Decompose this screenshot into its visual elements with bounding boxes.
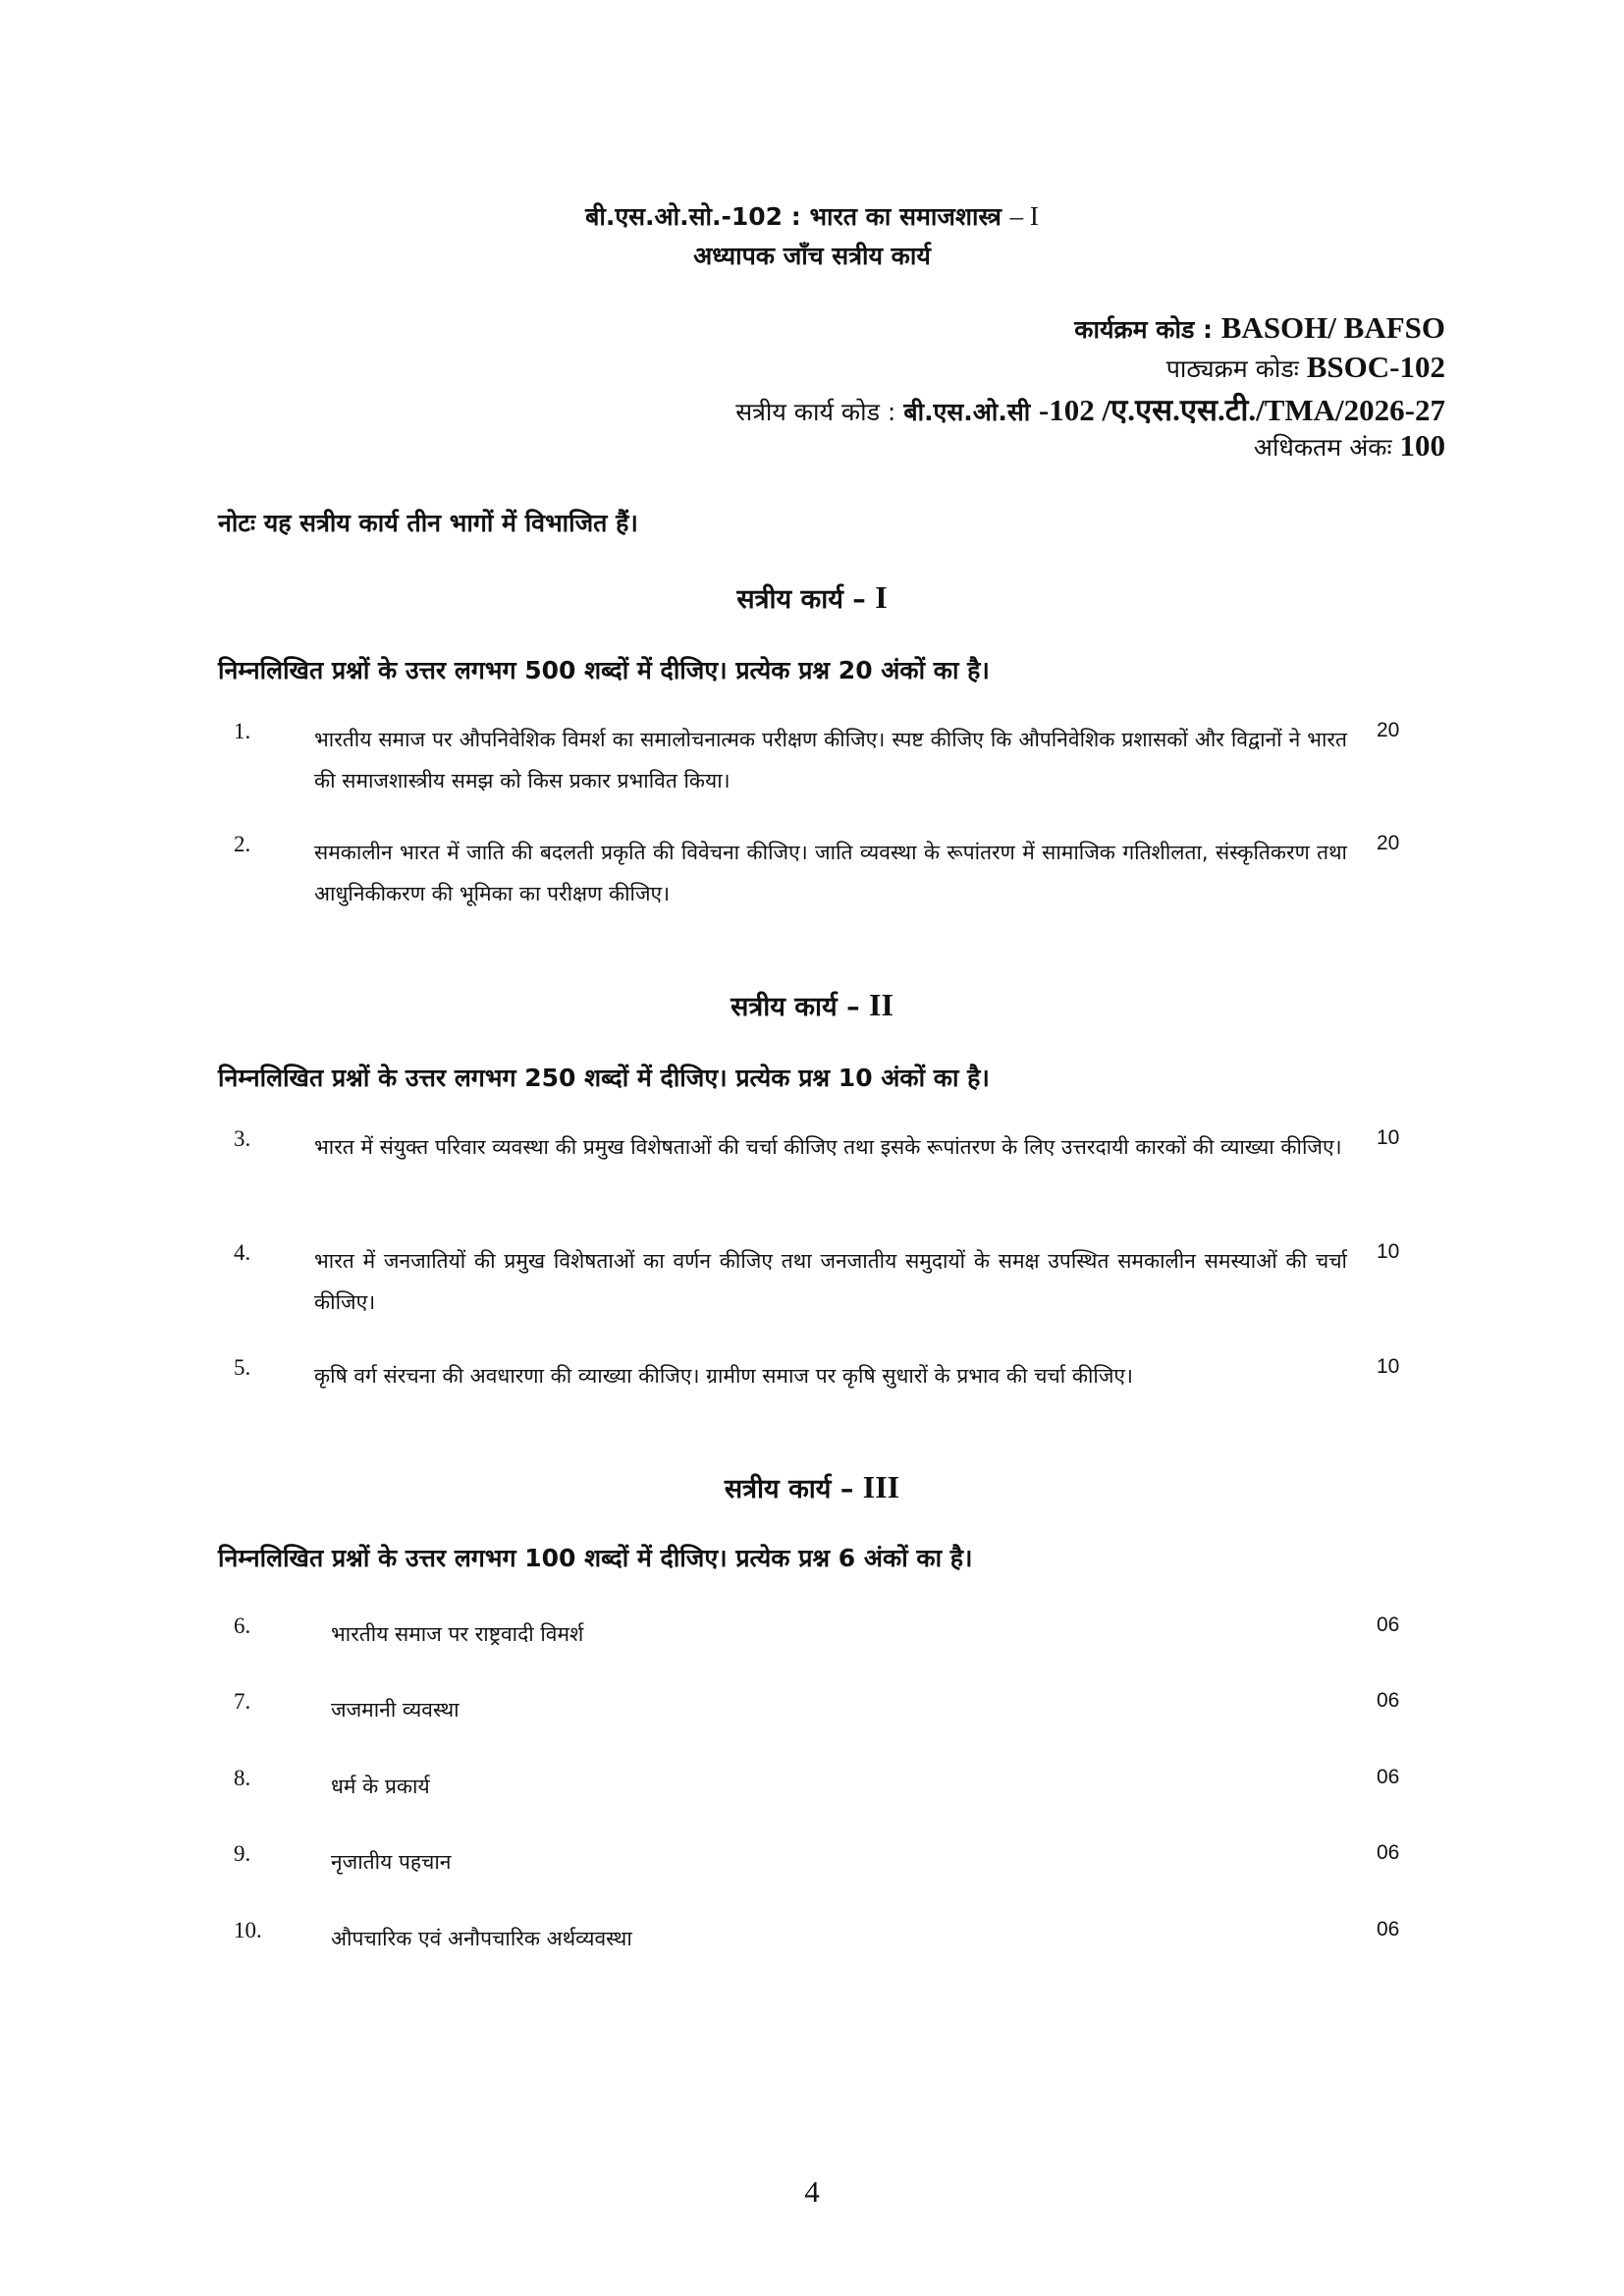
assignment-code-value: -102 /ए.एस.एस.टी./TMA/2026-27 — [1038, 393, 1445, 427]
course-title-suffix: – I — [1009, 201, 1039, 231]
assignment-code — [735, 389, 1445, 430]
question-number: 8. — [234, 1766, 251, 1790]
question-marks: 06 — [1377, 1918, 1400, 1941]
question-marks: 20 — [1377, 719, 1400, 741]
question-marks: 10 — [1377, 1126, 1400, 1149]
course-code — [1166, 350, 1445, 385]
question-marks: 06 — [1377, 1613, 1400, 1636]
section-heading-roman: I — [875, 579, 888, 615]
course-title-text: बी.एस.ओ.सो.-102 : भारत का समाजशास्त्र — [585, 202, 1001, 231]
question-text: भारतीय समाज पर औपनिवेशिक विमर्श का समालोचनात्मक परीक्षण कीजिए। स्पष्ट कीजिए कि औपनिवेशिक प्रशासकों और विद्वानों ने भारत की समाजशास्त्रीय समझ को किस प्रकार प्रभावित किया। — [314, 728, 1347, 793]
section-heading-3 — [0, 1469, 1624, 1505]
question-marks: 10 — [1377, 1355, 1400, 1378]
question-number: 4. — [234, 1240, 251, 1265]
section-heading-text: सत्रीय कार्य – — [731, 992, 860, 1022]
section-heading-roman: II — [869, 987, 893, 1022]
programme-code-label: कार्यक्रम कोड : — [1074, 315, 1221, 344]
question-number: 10. — [234, 1918, 262, 1942]
assignment-code-dev: बी.एस.ओ.सी — [903, 398, 1039, 426]
programme-code-value: BASOH/ BAFSO — [1220, 310, 1445, 345]
question-number: 9. — [234, 1841, 251, 1866]
course-title — [0, 199, 1624, 233]
question-text: कृषि वर्ग संरचना की अवधारणा की व्याख्या कीजिए। ग्रामीण समाज पर कृषि सुधारों के प्रभाव की चर्चा कीजिए। — [314, 1364, 1134, 1388]
section-heading-2 — [0, 987, 1624, 1023]
question-text: धर्म के प्रकार्य — [331, 1775, 430, 1798]
section-instruction-3: निम्नलिखित प्रश्नों के उत्तर लगभग 100 शब्दों में दीजिए। प्रत्येक प्रश्न 6 अंकों का है। — [218, 1544, 973, 1572]
assignment-code-label: सत्रीय कार्य कोड : — [735, 398, 904, 426]
section-heading-text: सत्रीय कार्य – — [736, 584, 866, 615]
question-text: भारतीय समाज पर राष्ट्रवादी विमर्श — [331, 1622, 584, 1646]
question-number: 5. — [234, 1355, 251, 1380]
question-number: 6. — [234, 1613, 251, 1638]
question-text: समकालीन भारत में जाति की बदलती प्रकृति की विवेचना कीजिए। जाति व्यवस्था के रूपांतरण में सामाजिक गतिशीलता, संस्कृतिकरण तथा आधुनिकीकरण की भूमिका का परीक्षण कीजिए। — [314, 841, 1347, 905]
programme-code — [1074, 310, 1445, 346]
page-number: 4 — [804, 2174, 820, 2209]
course-code-label: पाठ्यक्रम कोडः — [1165, 355, 1307, 383]
course-code-value: BSOC-102 — [1306, 350, 1445, 384]
question-marks: 06 — [1377, 1841, 1400, 1864]
question-number: 2. — [234, 832, 251, 856]
section-heading-roman: III — [862, 1469, 900, 1504]
question-text: भारत में जनजातियों की प्रमुख विशेषताओं का वर्णन कीजिए तथा जनजातीय समुदायों के समक्ष उपस्थित समकालीन समस्याओं की चर्चा कीजिए। — [314, 1249, 1347, 1314]
assignment-note: नोटः यह सत्रीय कार्य तीन भागों में विभाजित हैं। — [218, 509, 638, 537]
question-marks: 06 — [1377, 1766, 1400, 1788]
section-heading-text: सत्रीय कार्य – — [724, 1474, 854, 1504]
max-marks-value: 100 — [1399, 428, 1445, 463]
section-instruction-2: निम्नलिखित प्रश्नों के उत्तर लगभग 250 शब्दों में दीजिए। प्रत्येक प्रश्न 10 अंकों का है। — [218, 1064, 990, 1092]
section-heading-1 — [0, 579, 1624, 616]
question-marks: 10 — [1377, 1240, 1400, 1263]
question-text: जजमानी व्यवस्था — [331, 1698, 460, 1722]
question-number: 7. — [234, 1689, 251, 1714]
max-marks — [1254, 428, 1445, 464]
max-marks-label: अधिकतम अंकः — [1253, 433, 1400, 462]
question-text: भारत में संयुक्त परिवार व्यवस्था की प्रमुख विशेषताओं की चर्चा कीजिए तथा इसके रूपांतरण के लिए उत्तरदायी कारकों की व्याख्या कीजिए। — [314, 1135, 1342, 1159]
question-marks: 06 — [1377, 1689, 1400, 1712]
question-number: 3. — [234, 1126, 251, 1151]
question-number: 1. — [234, 719, 251, 743]
question-text: नृजातीय पहचान — [331, 1850, 452, 1874]
question-text: औपचारिक एवं अनौपचारिक अर्थव्यवस्था — [331, 1927, 632, 1950]
section-instruction-1: निम्नलिखित प्रश्नों के उत्तर लगभग 500 शब्दों में दीजिए। प्रत्येक प्रश्न 20 अंकों का है। — [218, 656, 990, 684]
question-marks: 20 — [1377, 832, 1400, 854]
assignment-subtitle: अध्यापक जाँच सत्रीय कार्य — [693, 242, 931, 270]
